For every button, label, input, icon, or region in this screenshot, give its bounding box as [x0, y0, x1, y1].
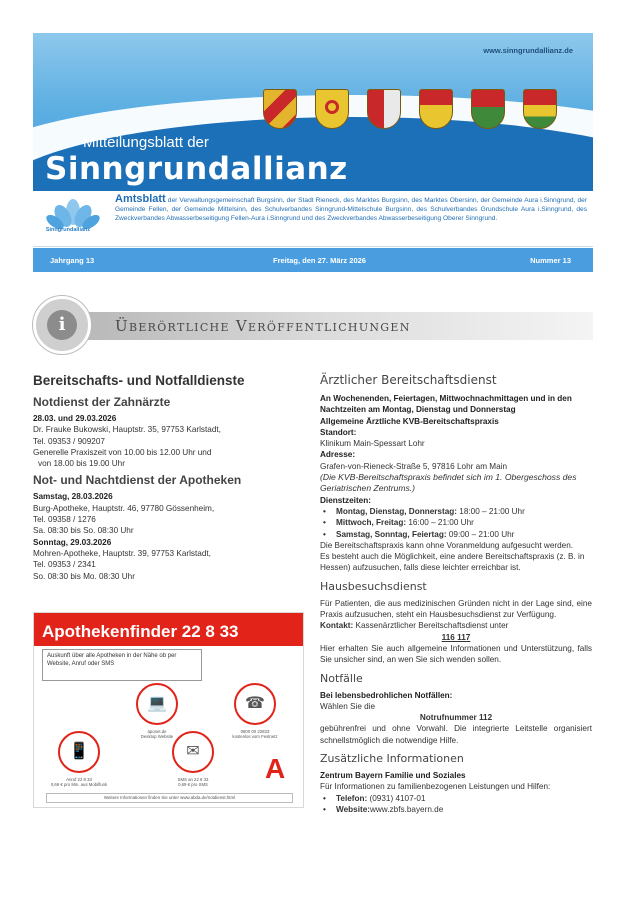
standort-label: Standort: — [320, 427, 357, 437]
info-icon: i — [47, 310, 77, 340]
mobile-icon: 📱 — [58, 731, 100, 773]
adresse-value: Grafen-von-Rieneck-Straße 5, 97816 Lohr am Main — [320, 461, 508, 471]
phone-icon: ☎ — [234, 683, 276, 725]
dentist-line: Dr. Frauke Bukowski, Hauptstr. 35, 97753 Karlstadt, — [33, 425, 221, 435]
ad-footer: Weitere Informationen finden Sie unter www.abda.de/notdienst.html — [46, 793, 293, 803]
emergency-services-heading: Bereitschafts- und Notfalldienste — [33, 373, 245, 388]
crest-icon — [315, 89, 349, 129]
pharmacy-line: Burg-Apotheke, Hauptstr. 46, 97780 Gössenheim, — [33, 503, 215, 513]
adresse-label: Adresse: — [320, 450, 356, 460]
emergency-number[interactable]: Notrufnummer 112 — [419, 713, 493, 723]
ad-title: Apothekenfinder 22 8 33 — [34, 613, 303, 646]
crest-icon — [523, 89, 557, 129]
pharmacy-line: So. 08:30 bis Mo. 08:30 Uhr — [33, 571, 135, 581]
contact-line — [320, 620, 592, 631]
praxis-label: Allgemeine Ärztliche KVB-Bereitschaftspraxis — [320, 416, 499, 426]
home-visit-heading: Hausbesuchsdienst — [320, 579, 427, 593]
contact-text: Kassenärztlicher Bereitschaftsdienst unter — [353, 621, 509, 631]
pharmacy-date: Sonntag, 29.03.2026 — [33, 537, 112, 547]
coat-of-arms-row — [263, 89, 583, 149]
pharmacy-line: Mohren-Apotheke, Hauptstr. 39, 97753 Karlstadt, — [33, 548, 211, 558]
issue-date: Freitag, den 27. März 2026 — [273, 256, 366, 265]
dentist-line: Generelle Praxiszeit von 10.00 bis 12.00 Uhr und — [33, 447, 212, 457]
pharmacy-a-logo: A — [265, 753, 286, 784]
ad-phone-caption: 0800 00 22833 kostenlos vom Festnetz — [232, 729, 278, 740]
emergency-heading: Notfälle — [320, 671, 363, 685]
section-title: Überörtliche Veröffentlichungen — [115, 317, 411, 335]
crest-icon — [419, 89, 453, 129]
masthead — [33, 33, 593, 191]
crest-icon — [367, 89, 401, 129]
pharmacy-line: Tel. 09353 / 2341 — [33, 560, 96, 570]
amtsblatt-text — [115, 195, 587, 223]
standort-value: Klinikum Main-Spessart Lohr — [320, 439, 425, 449]
dentist-dates: 28.03. und 29.03.2026 — [33, 414, 117, 423]
issue-info-bar — [33, 248, 593, 272]
ad-info-box: Auskunft über alle Apotheken in der Nähe ob per Website, Anruf oder SMS — [42, 649, 202, 681]
section-banner — [33, 296, 593, 358]
sms-icon: ✉ — [172, 731, 214, 773]
masthead-title: Sinngrundallianz — [45, 151, 348, 187]
service-time-item: • Mittwoch, Freitag: 16:00 – 21:00 Uhr — [320, 517, 592, 528]
masthead-subtitle: Mitteilungsblatt der — [83, 134, 209, 151]
dienstzeiten-label: Dienstzeiten: — [320, 495, 371, 505]
contact-label: Kontakt: — [320, 621, 354, 631]
service-times-list — [320, 506, 592, 540]
dentist-line: von 18.00 bis 19.00 Uhr — [38, 459, 125, 469]
left-column — [33, 373, 305, 582]
logo-label: Sinngrundallianz — [45, 227, 91, 233]
issue-volume: Jahrgang 13 — [50, 256, 95, 265]
zbfs-label: Zentrum Bayern Familie und Soziales — [320, 771, 466, 781]
home-visit-info: Hier erhalten Sie auch allgemeine Informationen und Unterstützung, falls Sie unsicher sind, an wen Sie sich wenden sollen. — [320, 643, 592, 665]
pharmacy-line: Tel. 09358 / 1276 — [33, 515, 96, 525]
ad-mobile-caption: Anruf 22 8 33 0,69 € pro Min. aus Mobilfunk — [50, 777, 108, 788]
amtsblatt-section — [33, 191, 593, 247]
ad-sms-caption: SMS an 22 8 33 0,69 € pro SMS — [177, 777, 209, 788]
crest-icon — [471, 89, 505, 129]
zbfs-text: Für Informationen zu familienbezogenen Leistungen und Hilfen: — [320, 782, 551, 792]
amtsblatt-description: der Verwaltungsgemeinschaft Burgsinn, der Stadt Rieneck, des Marktes Burgsinn, des Marktes Obersinn, der Gemeinde Aura i.Sinngrund, der Gemeinde Fellen, der Gemeinde Mittelsinn, des Schulverbandes Sinngrund-Mittelschule Burgsinn, des Schulverbandes Grundschule Aura i.Sinngrund, des Zweckverbandes Abwasserbeseitigung Fellen-Aura i.Sinngrund und des Zweckverbandes Abwasserbeseitigung Oberer Sinngrund. — [115, 197, 587, 222]
alternative-practice-note: Es besteht auch die Möglichkeit, eine andere Bereitschaftspraxis (z. B. in Hessen) aufzusuchen, falls diese leichter erreichbar ist. — [320, 552, 585, 573]
laptop-icon: 💻 — [136, 683, 178, 725]
emergency-choose: Wählen Sie die — [320, 701, 376, 711]
emergency-label: Bei lebensbedrohlichen Notfällen: — [320, 690, 453, 700]
zbfs-phone[interactable]: • Telefon: (0931) 4107-01 — [320, 793, 592, 804]
doctor-service-intro: An Wochenenden, Feiertagen, Mittwochnachmittagen und in den Nachtzeiten am Montag, Dienstag und Donnerstag — [320, 394, 572, 415]
service-time-item: • Samstag, Sonntag, Feiertag: 09:00 – 21:00 Uhr — [320, 529, 592, 540]
amtsblatt-word: Amtsblatt — [115, 193, 166, 205]
doctor-service-heading: Ärztlicher Bereitschaftsdienst — [320, 373, 497, 387]
additional-info-heading: Zusätzliche Informationen — [320, 752, 464, 766]
location-note: (Die KVB-Bereitschaftspraxis befindet sich im 1. Obergeschoss des Geriatrischen Zentrums.) — [320, 472, 577, 494]
pharmacy-line: Sa. 08:30 bis So. 08:30 Uhr — [33, 526, 134, 536]
pharmacy-date: Samstag, 28.03.2026 — [33, 492, 113, 502]
contact-number[interactable]: 116 117 — [441, 632, 471, 642]
issue-number: Nummer 13 — [530, 256, 571, 265]
dentist-line: Tel. 09353 / 909207 — [33, 436, 105, 446]
right-column — [320, 373, 592, 815]
sinngrund-logo — [43, 197, 103, 243]
emergency-text: gebührenfrei und ohne Vorwahl. Die integrierte Leitstelle organisiert schnellstmöglich die notwendige Hilfe. — [320, 724, 592, 745]
zbfs-website[interactable]: • Website:www.zbfs.bayern.de — [320, 804, 592, 815]
dentist-heading: Notdienst der Zahnärzte — [33, 395, 171, 409]
pharmacy-heading: Not- und Nachtdienst der Apotheken — [33, 473, 242, 488]
header-url[interactable]: www.sinngrundallianz.de — [483, 46, 573, 55]
pharmacy-finder-ad — [33, 612, 304, 808]
home-visit-text: Für Patienten, die aus medizinischen Gründen nicht in der Lage sind, eine Praxis aufzusuchen, steht ein Hausbesuchsdienst zur Verfügung. — [320, 598, 592, 620]
service-time-item: • Montag, Dienstag, Donnerstag: 18:00 – 21:00 Uhr — [320, 506, 592, 517]
zbfs-contact-list — [320, 793, 592, 816]
crest-icon — [263, 89, 297, 129]
ad-web-caption: aponet.de Desktop Website — [140, 729, 174, 740]
no-appointment-note: Die Bereitschaftspraxis kann ohne Voranmeldung aufgesucht werden. — [320, 540, 574, 550]
